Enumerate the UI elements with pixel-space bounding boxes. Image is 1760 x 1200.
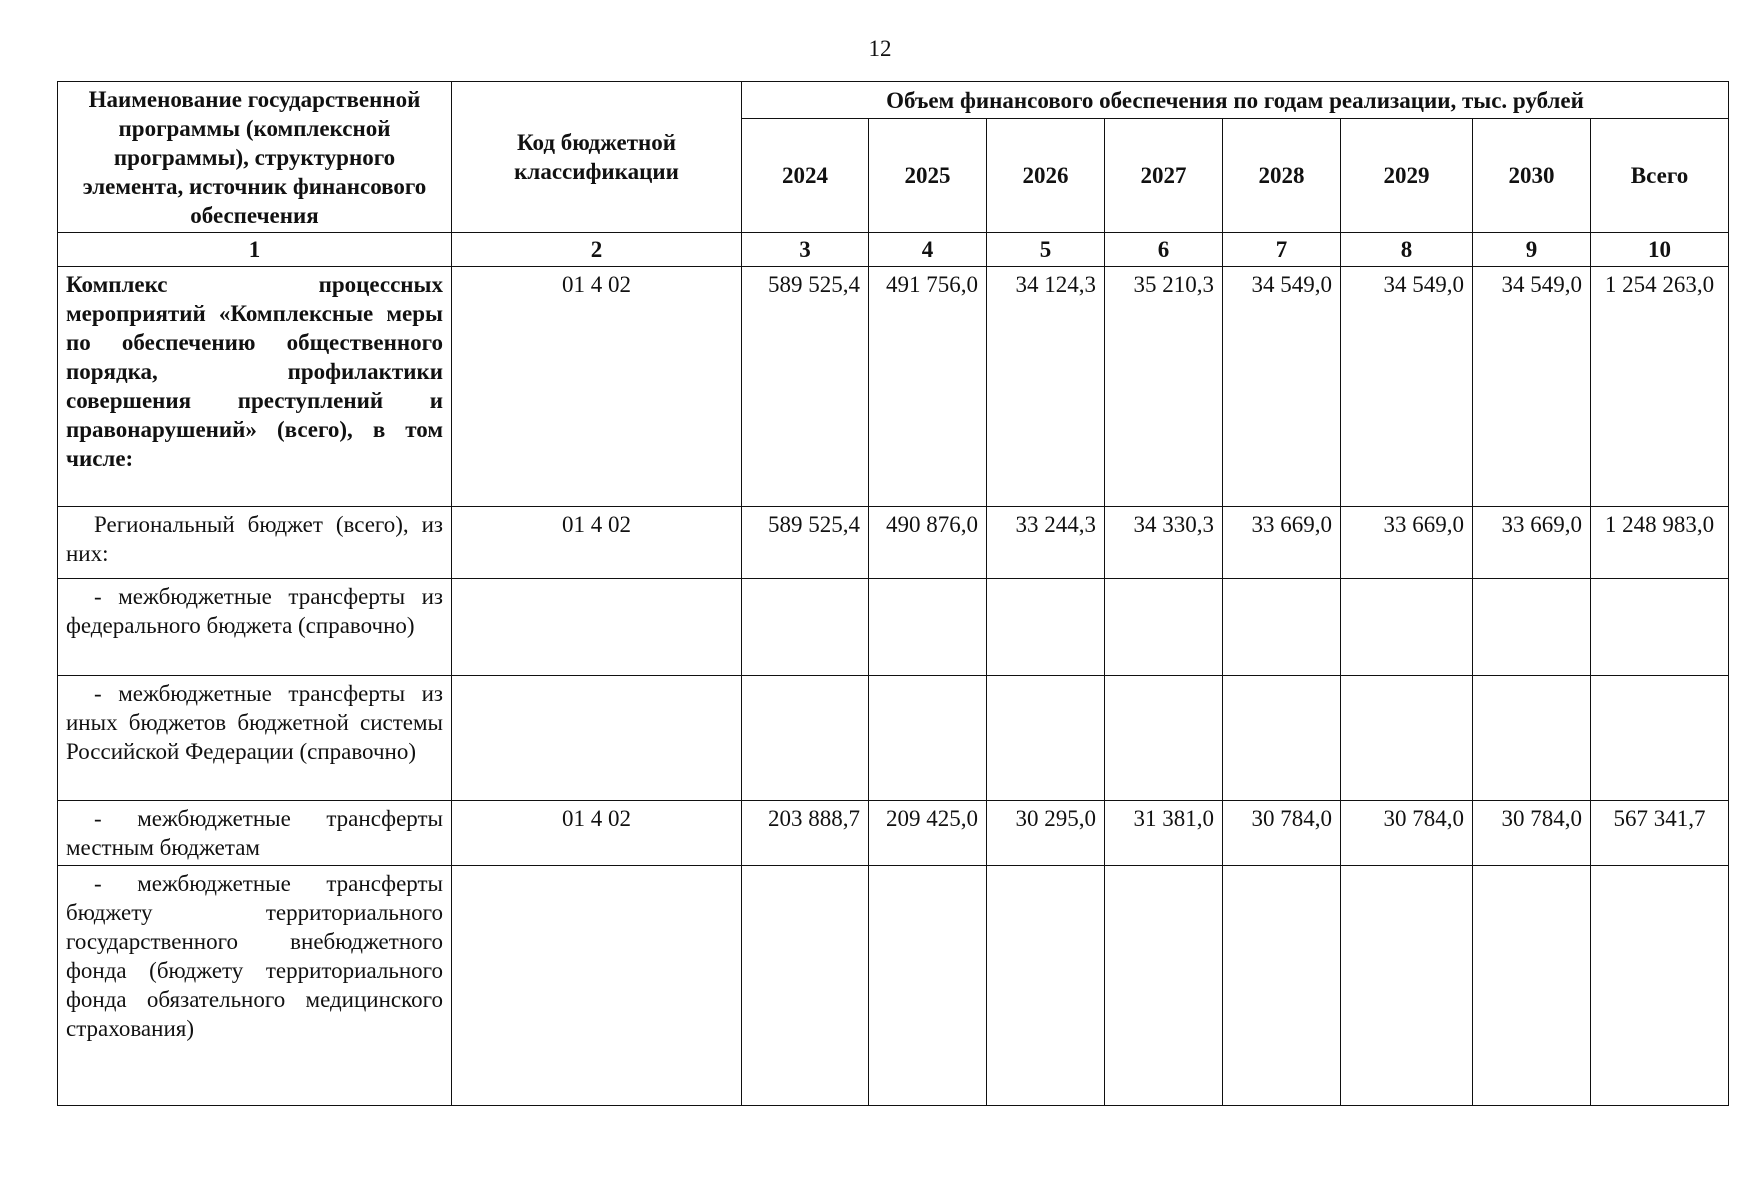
row-value: 30 295,0 bbox=[987, 801, 1105, 866]
row-value: 33 244,3 bbox=[987, 507, 1105, 579]
row-value bbox=[742, 676, 869, 801]
row-name: - межбюджетные трансферты из федерального бюджета (справочно) bbox=[58, 579, 452, 676]
row-code bbox=[452, 866, 742, 1106]
row-value bbox=[1105, 866, 1223, 1106]
column-number: 2 bbox=[452, 233, 742, 267]
row-name: Региональный бюджет (всего), из них: bbox=[58, 507, 452, 579]
row-value bbox=[1223, 676, 1341, 801]
row-value: 34 549,0 bbox=[1473, 267, 1591, 507]
row-name: - межбюджетные трансферты местным бюджетам bbox=[58, 801, 452, 866]
row-value: 33 669,0 bbox=[1341, 507, 1473, 579]
table-row bbox=[58, 507, 1729, 579]
row-code: 01 4 02 bbox=[452, 801, 742, 866]
row-total bbox=[1591, 866, 1729, 1106]
row-value: 203 888,7 bbox=[742, 801, 869, 866]
header-year: 2028 bbox=[1223, 119, 1341, 233]
row-value bbox=[1105, 676, 1223, 801]
row-value bbox=[1473, 579, 1591, 676]
row-value bbox=[869, 579, 987, 676]
table-row bbox=[58, 579, 1729, 676]
row-code: 01 4 02 bbox=[452, 267, 742, 507]
header-year: 2030 bbox=[1473, 119, 1591, 233]
row-value: 31 381,0 bbox=[1105, 801, 1223, 866]
row-value bbox=[987, 676, 1105, 801]
header-year: 2027 bbox=[1105, 119, 1223, 233]
row-value: 30 784,0 bbox=[1341, 801, 1473, 866]
row-value: 34 549,0 bbox=[1341, 267, 1473, 507]
column-number: 5 bbox=[987, 233, 1105, 267]
row-code: 01 4 02 bbox=[452, 507, 742, 579]
page-number: 12 bbox=[868, 36, 892, 61]
row-total: 1 248 983,0 bbox=[1591, 507, 1729, 579]
header-year: 2024 bbox=[742, 119, 869, 233]
row-name: - межбюджетные трансферты бюджету территориального государственного внебюджетного фонда (бюджету территориального фонда обязательного медицинского страхования) bbox=[58, 866, 452, 1106]
header-name-column: Наименование государственной программы (комплексной программы), структурного элемента, источник финансового обеспечения bbox=[58, 82, 452, 233]
row-value bbox=[742, 579, 869, 676]
header-year: 2026 bbox=[987, 119, 1105, 233]
row-value: 30 784,0 bbox=[1473, 801, 1591, 866]
row-value: 490 876,0 bbox=[869, 507, 987, 579]
row-value bbox=[742, 866, 869, 1106]
row-value: 33 669,0 bbox=[1473, 507, 1591, 579]
column-number: 9 bbox=[1473, 233, 1591, 267]
row-name: Комплекс процессных мероприятий «Комплексные меры по обеспечению общественного порядка, профилактики совершения преступлений и правонарушений» (всего), в том числе: bbox=[58, 267, 452, 507]
table-row bbox=[58, 866, 1729, 1106]
row-value: 34 330,3 bbox=[1105, 507, 1223, 579]
column-number: 10 bbox=[1591, 233, 1729, 267]
column-number: 6 bbox=[1105, 233, 1223, 267]
column-number: 4 bbox=[869, 233, 987, 267]
row-total bbox=[1591, 676, 1729, 801]
row-value bbox=[869, 866, 987, 1106]
row-value bbox=[1223, 866, 1341, 1106]
row-value bbox=[987, 866, 1105, 1106]
table-row bbox=[58, 801, 1729, 866]
row-value: 209 425,0 bbox=[869, 801, 987, 866]
row-value bbox=[1341, 579, 1473, 676]
row-value: 589 525,4 bbox=[742, 267, 869, 507]
row-total: 567 341,7 bbox=[1591, 801, 1729, 866]
column-number: 7 bbox=[1223, 233, 1341, 267]
row-name: - межбюджетные трансферты из иных бюджетов бюджетной системы Российской Федерации (справочно) bbox=[58, 676, 452, 801]
row-value: 34 549,0 bbox=[1223, 267, 1341, 507]
column-number: 8 bbox=[1341, 233, 1473, 267]
header-code-column: Код бюджетной классификации bbox=[452, 82, 742, 233]
row-value bbox=[1341, 676, 1473, 801]
row-total bbox=[1591, 579, 1729, 676]
row-value: 30 784,0 bbox=[1223, 801, 1341, 866]
row-code bbox=[452, 579, 742, 676]
row-value bbox=[869, 676, 987, 801]
row-value bbox=[1473, 676, 1591, 801]
row-total: 1 254 263,0 bbox=[1591, 267, 1729, 507]
column-number: 3 bbox=[742, 233, 869, 267]
header-funding-group: Объем финансового обеспечения по годам реализации, тыс. рублей bbox=[742, 82, 1729, 119]
row-value: 491 756,0 bbox=[869, 267, 987, 507]
row-code bbox=[452, 676, 742, 801]
row-value bbox=[987, 579, 1105, 676]
table-row bbox=[58, 676, 1729, 801]
row-value: 35 210,3 bbox=[1105, 267, 1223, 507]
row-value bbox=[1341, 866, 1473, 1106]
row-value bbox=[1223, 579, 1341, 676]
table-row bbox=[58, 267, 1729, 507]
financing-table bbox=[57, 81, 1729, 1106]
row-value bbox=[1105, 579, 1223, 676]
header-year: 2029 bbox=[1341, 119, 1473, 233]
row-value: 33 669,0 bbox=[1223, 507, 1341, 579]
row-value: 589 525,4 bbox=[742, 507, 869, 579]
header-year: 2025 bbox=[869, 119, 987, 233]
column-number: 1 bbox=[58, 233, 452, 267]
header-total: Всего bbox=[1591, 119, 1729, 233]
row-value: 34 124,3 bbox=[987, 267, 1105, 507]
row-value bbox=[1473, 866, 1591, 1106]
